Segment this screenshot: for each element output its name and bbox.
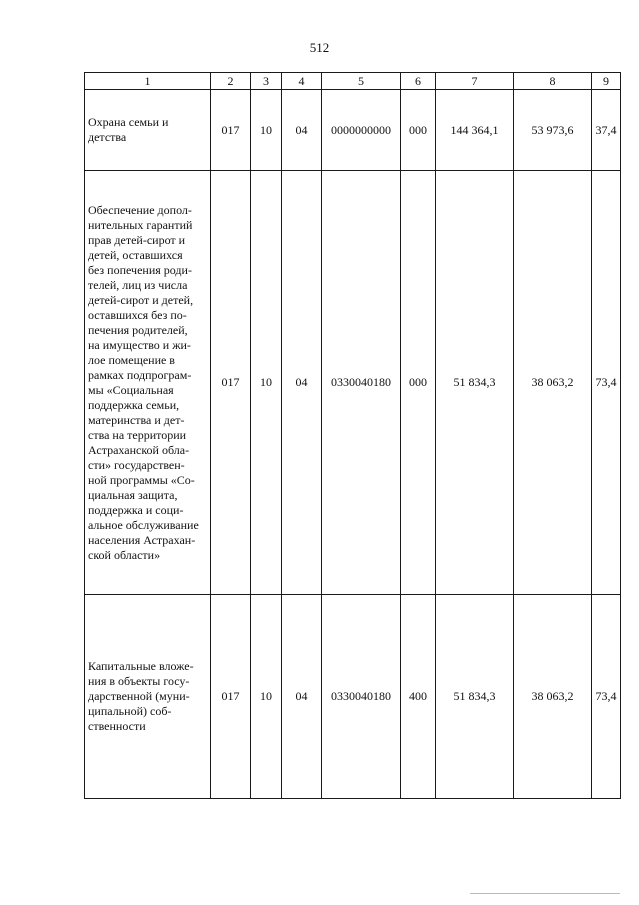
row-name-line: ципальной) соб- [88,704,172,718]
row-name-line: дарственной (муни- [88,689,190,703]
row-name-line: ства на территории [88,427,187,442]
budget-table [84,72,621,799]
row-name-cell [85,171,211,595]
row-name-line: материнства и дет- [88,412,185,427]
row-name-line: на имущество и жи- [88,337,191,352]
column-header: 7 [436,73,514,90]
cell-target-article: 0330040180 [322,171,401,595]
cell-section-code: 10 [251,90,282,171]
cell-expense-type: 400 [401,595,436,799]
row-name-line: лое помещение в [88,352,175,367]
row-name-line: циальная защита, [88,487,178,502]
row-name-line: ской области» [88,547,161,562]
cell-amount-executed: 38 063,2 [514,171,592,595]
row-name-line: ной программы «Со- [88,472,195,487]
row-name-line: прав детей-сирот и [88,232,186,247]
column-header: 2 [211,73,251,90]
cell-percent: 73,4 [592,595,621,799]
row-name-line: Охрана семьи и [88,115,169,129]
cell-subsection-code: 04 [282,595,322,799]
row-name-cell [85,90,211,171]
cell-ministry-code: 017 [211,171,251,595]
cell-target-article: 0000000000 [322,90,401,171]
table-row [85,171,621,595]
row-name-line: мы «Социальная [88,382,174,397]
cell-ministry-code: 017 [211,595,251,799]
column-header: 3 [251,73,282,90]
cell-percent: 37,4 [592,90,621,171]
footer-divider [470,893,620,894]
cell-section-code: 10 [251,595,282,799]
column-header: 9 [592,73,621,90]
cell-ministry-code: 017 [211,90,251,171]
row-name-line: ния в объекты госу- [88,674,190,688]
row-name-line: альное обслуживание [88,517,199,532]
page-number: 512 [309,40,330,55]
row-name-cell [85,595,211,799]
row-name-line: телей, лиц из числа [88,277,188,292]
cell-amount-executed: 38 063,2 [514,595,592,799]
row-name-line: детства [88,130,127,144]
cell-expense-type: 000 [401,90,436,171]
row-name-line: Астраханской обла- [88,442,190,457]
cell-amount-plan: 51 834,3 [436,595,514,799]
cell-subsection-code: 04 [282,171,322,595]
row-name-line: нительных гарантий [88,217,193,232]
row-name-line: населения Астрахан- [88,532,196,547]
row-name-line: детей, оставшихся [88,247,183,262]
cell-amount-executed: 53 973,6 [514,90,592,171]
row-name-line: печения родителей, [88,322,188,337]
cell-subsection-code: 04 [282,90,322,171]
cell-amount-plan: 144 364,1 [436,90,514,171]
row-name-line: ственности [88,719,146,733]
column-header: 8 [514,73,592,90]
row-name-line: рамках подпрограм- [88,367,192,382]
cell-target-article: 0330040180 [322,595,401,799]
cell-expense-type: 000 [401,171,436,595]
row-name-line: Капитальные вложе- [88,659,194,673]
header-row [85,73,621,90]
row-name-line: поддержка и соци- [88,502,184,517]
column-header: 1 [85,73,211,90]
cell-percent: 73,4 [592,171,621,595]
row-name-line: оставшихся без по- [88,307,187,322]
table-row [85,595,621,799]
cell-amount-plan: 51 834,3 [436,171,514,595]
column-header: 5 [322,73,401,90]
row-name-line: сти» государствен- [88,457,185,472]
column-header: 4 [282,73,322,90]
row-name-line: без попечения роди- [88,262,192,277]
row-name-line: поддержка семьи, [88,397,180,412]
cell-section-code: 10 [251,171,282,595]
table-row [85,90,621,171]
row-name-line: детей-сирот и детей, [88,292,194,307]
column-header: 6 [401,73,436,90]
row-name-line: Обеспечение допол- [88,202,192,217]
